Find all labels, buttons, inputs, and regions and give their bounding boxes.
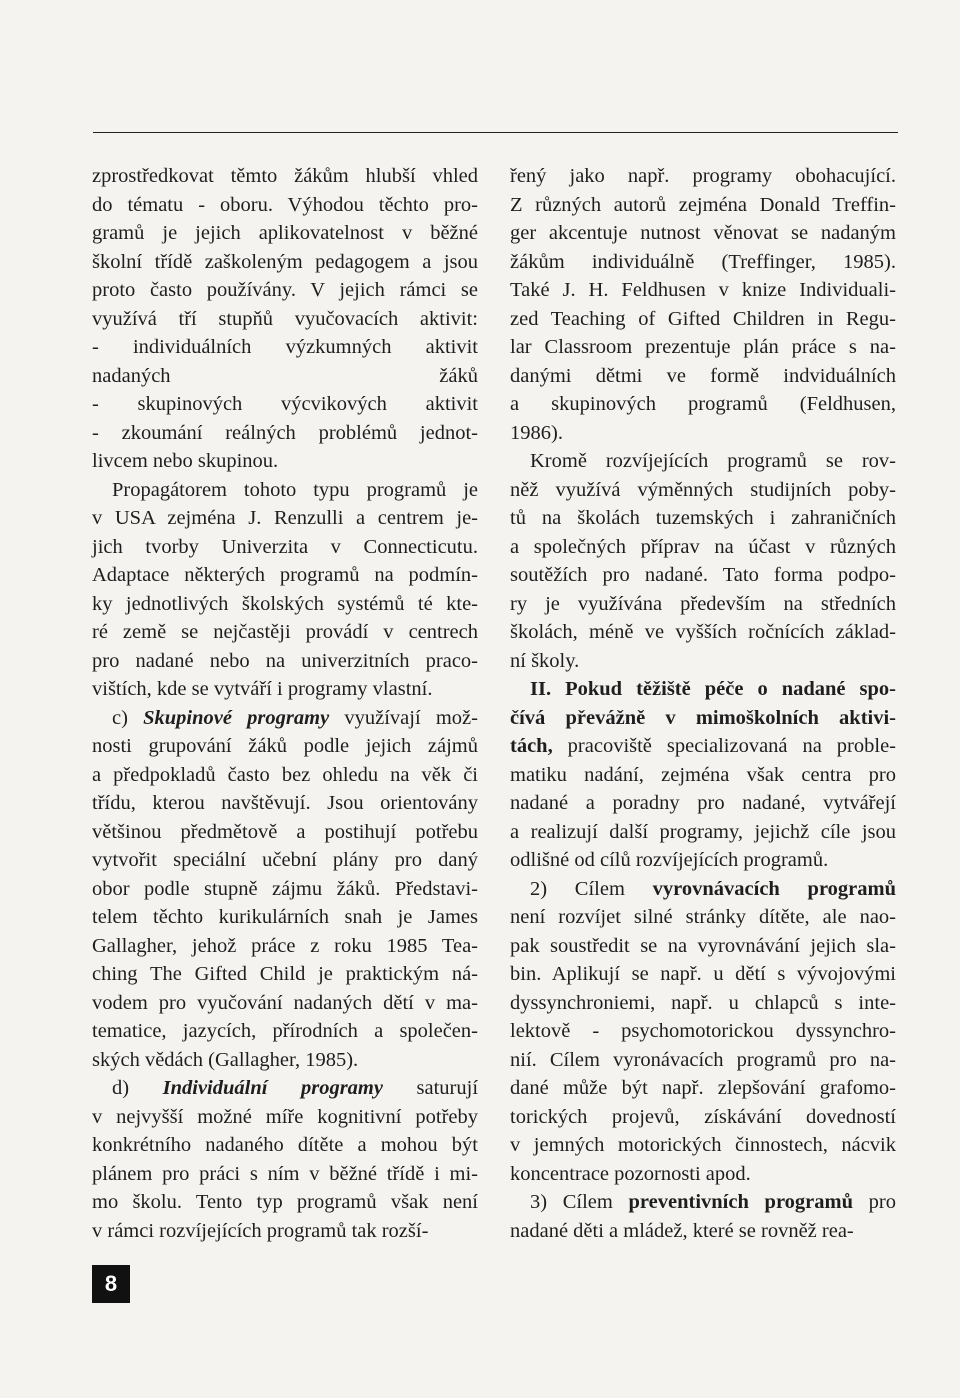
text-line: řený jako např. programy obohacující. [510, 165, 896, 187]
text-line: bin. Aplikují se např. u dětí s vývojovými [510, 963, 896, 985]
text-line: ky jednotlivých školských systémů té kte- [92, 592, 478, 615]
text-line: ré země se nejčastěji provádí v centrech [92, 621, 478, 643]
text-line: - skupinových výcvikových aktivit [92, 393, 478, 415]
text-line: nadané a poradny pro nadané, vytvářejí [510, 792, 896, 814]
text-line: vištích, kde se vytváří i programy vlastní. [92, 678, 433, 700]
text-line: jich tvorby Univerzita v Connecticutu. [92, 535, 478, 558]
text-line: Propagátorem tohoto typu programů je [112, 478, 478, 501]
text-line: a společných příprav na účast v různých [510, 535, 896, 558]
text-line: gramů je jejich aplikovatelnost v běžné [92, 222, 478, 244]
text-line: danými dětmi ve formě indviduálních [510, 364, 896, 387]
text-line: v USA zejména J. Renzulli a centrem je- [92, 507, 478, 529]
text-line: nií. Cílem vyronávacích programů pro na- [510, 1048, 896, 1071]
text-line: koncentrace pozornosti apod. [510, 1162, 751, 1185]
text-line: tematice, jazycích, přírodních a společen- [92, 1020, 478, 1042]
text-line [510, 704, 896, 733]
bold-text: vyrovnávacích programů [652, 877, 896, 900]
bold-text: preventivních programů [628, 1191, 854, 1213]
text-line: Adaptace některých programů na podmín- [92, 564, 478, 586]
right-column [510, 162, 896, 1245]
text-line: a realizují další programy, jejichž cíle jsou [510, 820, 896, 843]
text-line: ger akcentuje nutnost věnovat se nadaným [510, 222, 896, 244]
text-line: většinou předmětově a postihují potřebu [92, 820, 478, 843]
text-line: 2) Cílem vyrovnávacích programů [530, 877, 896, 900]
text-line: ry je využívána především na středních [510, 592, 896, 615]
text-line: 3) Cílem preventivních programů pro [530, 1191, 897, 1213]
text-line: v rámci rozvíjejících programů tak rozší- [92, 1219, 429, 1242]
text-line: dané může být např. zlepšování grafomo- [510, 1077, 896, 1099]
text-line: obor podle stupně zájmu žáků. Představi- [92, 877, 478, 900]
text-line: matiku nadání, zejména však centra pro [510, 763, 896, 786]
text-line: Z různých autorů zejména Donald Treffin- [510, 193, 896, 216]
text-line: torických projevů, získávání dovedností [510, 1105, 896, 1128]
page-number: 8 [92, 1265, 130, 1303]
text-line: Gallagher, jehož práce z roku 1985 Tea- [92, 934, 478, 957]
text-line: odlišné od cílů rozvíjejících programů. [510, 849, 829, 871]
text-line: - individuálních výzkumných aktivit [92, 336, 478, 358]
text-line: konkrétního nadaného dítěte a mohou být [92, 1134, 478, 1156]
text-line: zprostředkovat těmto žákům hlubší vhled [92, 165, 478, 187]
text-line: ní školy. [510, 649, 580, 672]
text-line [510, 675, 896, 704]
bold-text: tách, [510, 735, 553, 757]
text-line: pak soustředit se na vyrovnávání jejich sla- [510, 934, 896, 957]
emphasis: Individuální programy [162, 1077, 383, 1099]
text-line: nadaných žáků [92, 364, 478, 387]
text-line: a předpokladů často bez ohledu na věk či [92, 763, 478, 786]
text-line: do tématu - oboru. Výhodou těchto pro- [92, 193, 478, 216]
text-line: školách, méně ve vyšších ročnících základ- [510, 621, 896, 643]
text-line: tů na školách tuzemských i zahraničních [510, 507, 896, 529]
text-line: ching The Gifted Child je praktickým ná- [92, 963, 478, 985]
left-column [92, 162, 478, 1245]
text-line: něž využívá výměnných studijních poby- [510, 478, 896, 501]
text-line: vytvořit speciální učební plány pro daný [92, 849, 478, 871]
text-line: ských vědách (Gallagher, 1985). [92, 1048, 359, 1071]
text-line: proto často používány. V jejich rámci se [92, 279, 478, 301]
text-line: c) Skupinové programy využívají mož- [112, 706, 478, 729]
text-line: školní třídě zaškoleným pedagogem a jsou [92, 250, 478, 273]
text-line: v nejvyšší možné míře kognitivní potřeby [92, 1105, 478, 1128]
text-line: livcem nebo skupinou. [92, 450, 279, 472]
text-line: vodem pro vyučování nadaných dětí v ma- [92, 991, 478, 1014]
text-line: nadané děti a mládež, které se rovněž rea- [510, 1219, 854, 1242]
text-line: a skupinových programů (Feldhusen, [510, 393, 896, 415]
text-line: třídu, kterou navštěvují. Jsou orientovány [92, 792, 478, 814]
text-line: v jemných motorických činnostech, nácvik [510, 1134, 896, 1156]
text-line: d) Individuální programy saturují [112, 1077, 479, 1099]
bold-text: II. Pokud těžiště péče o nadané spo- [530, 678, 896, 700]
emphasis: Skupinové programy [143, 706, 330, 729]
text-line: Také J. H. Feldhusen v knize Individuali- [510, 279, 896, 301]
text-line: dyssynchroniemi, např. u chlapců s inte- [510, 991, 896, 1014]
text-line: lektově - psychomotorickou dyssynchro- [510, 1020, 896, 1042]
text-line: lar Classroom prezentuje plán práce s na- [510, 336, 896, 358]
text-line: není rozvíjet silné stránky dítěte, ale nao- [510, 906, 896, 928]
text-line: mo školu. Tento typ programů však není [92, 1191, 478, 1213]
text-line: žákům individuálně (Treffinger, 1985). [510, 250, 896, 273]
text-line: plánem pro práci s ním v běžné třídě i mi- [92, 1162, 478, 1185]
text-line: - zkoumání reálných problémů jednot- [92, 421, 478, 444]
text-line: telem těchto kurikulárních snah je James [92, 906, 478, 928]
text-line: tách, pracoviště specializovaná na proble- [510, 735, 896, 757]
text-line: 1986). [510, 421, 563, 444]
header-rule [93, 132, 898, 133]
text-line: nosti grupování žáků podle jejich zájmů [92, 735, 478, 757]
text-line: soutěžích pro nadané. Tato forma podpo- [510, 564, 896, 586]
text-line: pro nadané nebo na univerzitních praco- [92, 649, 478, 672]
text-line: zed Teaching of Gifted Children in Regu- [510, 307, 896, 330]
bold-text: čívá převážně v mimoškolních aktivi- [510, 706, 896, 729]
text-line: využívá tří stupňů vyučovacích aktivit: [92, 307, 478, 330]
text-line: Kromě rozvíjejících programů se rov- [530, 450, 896, 472]
